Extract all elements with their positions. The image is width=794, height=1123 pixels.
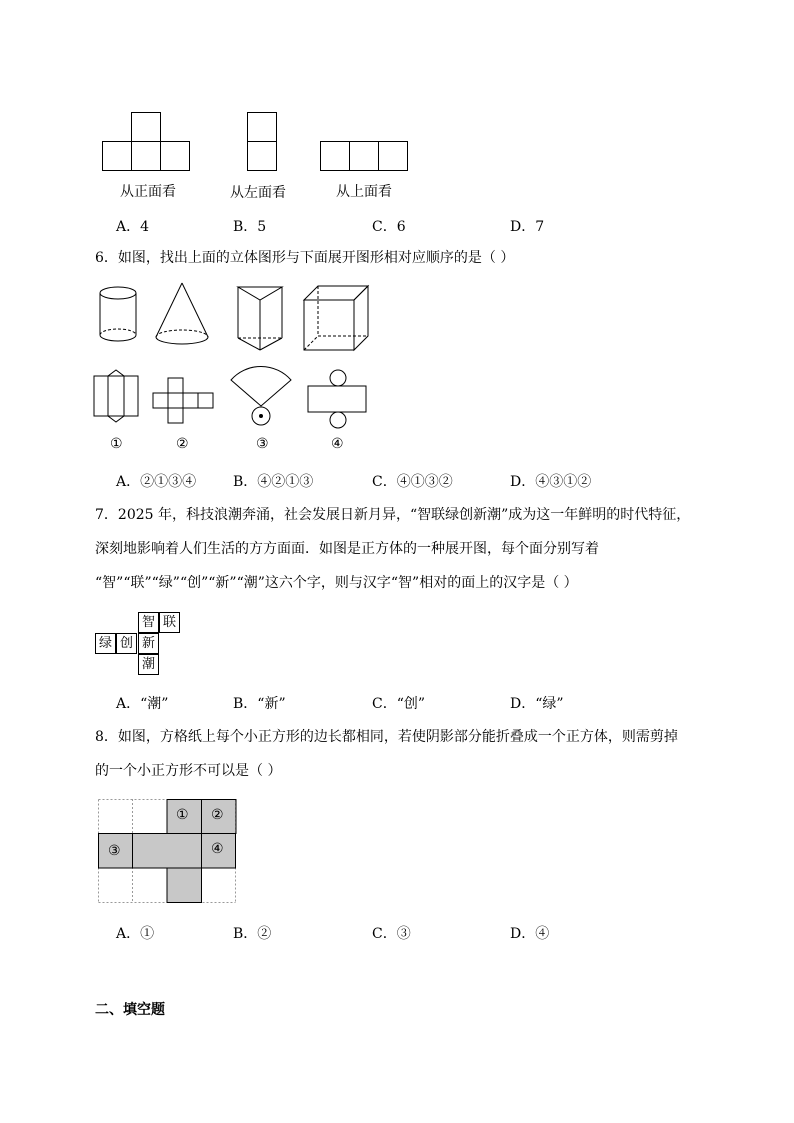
q7-option-d[interactable]: D．“绿” [510, 696, 564, 712]
q6-option-a[interactable]: A．②①③④ [116, 474, 197, 490]
q8-stem-line-1: 8．如图，方格纸上每个小正方形的边长都相同，若使阴影部分能折叠成一个正方体，则需剪掉 [95, 729, 678, 745]
q8-grid [98, 799, 236, 903]
q5-option-d[interactable]: D．7 [510, 219, 545, 235]
q7-option-b[interactable]: B．“新” [233, 696, 286, 712]
net-cell-chao: 潮 [138, 654, 159, 675]
net-cell-lv: 绿 [95, 633, 116, 654]
q6-stem: 6．如图，找出上面的立体图形与下面展开图形相对应顺序的是（ ） [95, 250, 515, 266]
q6-nets [90, 368, 380, 428]
net-3-cone [231, 366, 291, 425]
cylinder-shape [100, 287, 136, 341]
net-cell-zhi: 智 [138, 612, 159, 633]
q6-option-b[interactable]: B．④②①③ [233, 474, 314, 490]
q8-mark-4: ④ [211, 841, 224, 857]
q7-cube-net [95, 612, 185, 676]
q8-mark-2: ② [211, 807, 224, 823]
q8-mark-3: ③ [108, 843, 121, 859]
q7-option-a[interactable]: A．“潮” [116, 696, 169, 712]
net-2-cube [153, 378, 213, 423]
triangular-prism-shape [238, 287, 282, 350]
top-view-caption: 从上面看 [336, 184, 392, 200]
q7-stem-line-3: “智”“联”“绿”“创”“新”“潮”这六个字，则与汉字“智”相对的面上的汉字是（ ） [95, 575, 578, 591]
net-cell-chuang: 创 [116, 633, 137, 654]
q8-stem-line-2: 的一个小正方形不可以是（ ） [95, 763, 282, 779]
q6-net-label-1: ① [110, 436, 123, 452]
q5-option-a[interactable]: A．4 [116, 219, 150, 235]
q7-stem-line-2: 深刻地影响着人们生活的方方面面．如图是正方体的一种展开图，每个面分别写着 [95, 541, 599, 557]
q5-option-c[interactable]: C．6 [372, 219, 406, 235]
q6-solids [90, 280, 380, 355]
q8-mark-1: ① [176, 807, 189, 823]
q6-net-label-3: ③ [256, 436, 269, 452]
q5-option-b[interactable]: B．5 [233, 219, 267, 235]
q7-option-c[interactable]: C．“创” [372, 696, 426, 712]
q8-option-d[interactable]: D．④ [510, 926, 550, 942]
top-view-diagram [318, 110, 418, 175]
cube-shape [304, 286, 368, 350]
q6-net-label-2: ② [176, 436, 189, 452]
q6-option-c[interactable]: C．④①③② [372, 474, 453, 490]
q8-option-c[interactable]: C．③ [372, 926, 411, 942]
q7-stem-line-1: 7．2025 年，科技浪潮奔涌，社会发展日新月异，“智联绿创新潮”成为这一年鲜明的时代特征， [95, 507, 691, 523]
q6-option-d[interactable]: D．④③①② [510, 474, 592, 490]
q6-net-label-4: ④ [331, 436, 344, 452]
net-cell-lian: 联 [159, 612, 180, 633]
section-2-heading: 二、填空题 [95, 1002, 165, 1018]
net-1-prism [94, 370, 138, 422]
left-view-diagram [245, 110, 285, 175]
front-view-caption: 从正面看 [120, 184, 176, 200]
q8-option-a[interactable]: A．① [116, 926, 155, 942]
front-view-diagram [100, 110, 200, 175]
net-cell-xin: 新 [138, 633, 159, 654]
net-4-cylinder [308, 370, 366, 428]
q8-option-b[interactable]: B．② [233, 926, 272, 942]
left-view-caption: 从左面看 [230, 185, 286, 201]
cone-shape [156, 283, 208, 344]
q5-views [100, 110, 420, 200]
